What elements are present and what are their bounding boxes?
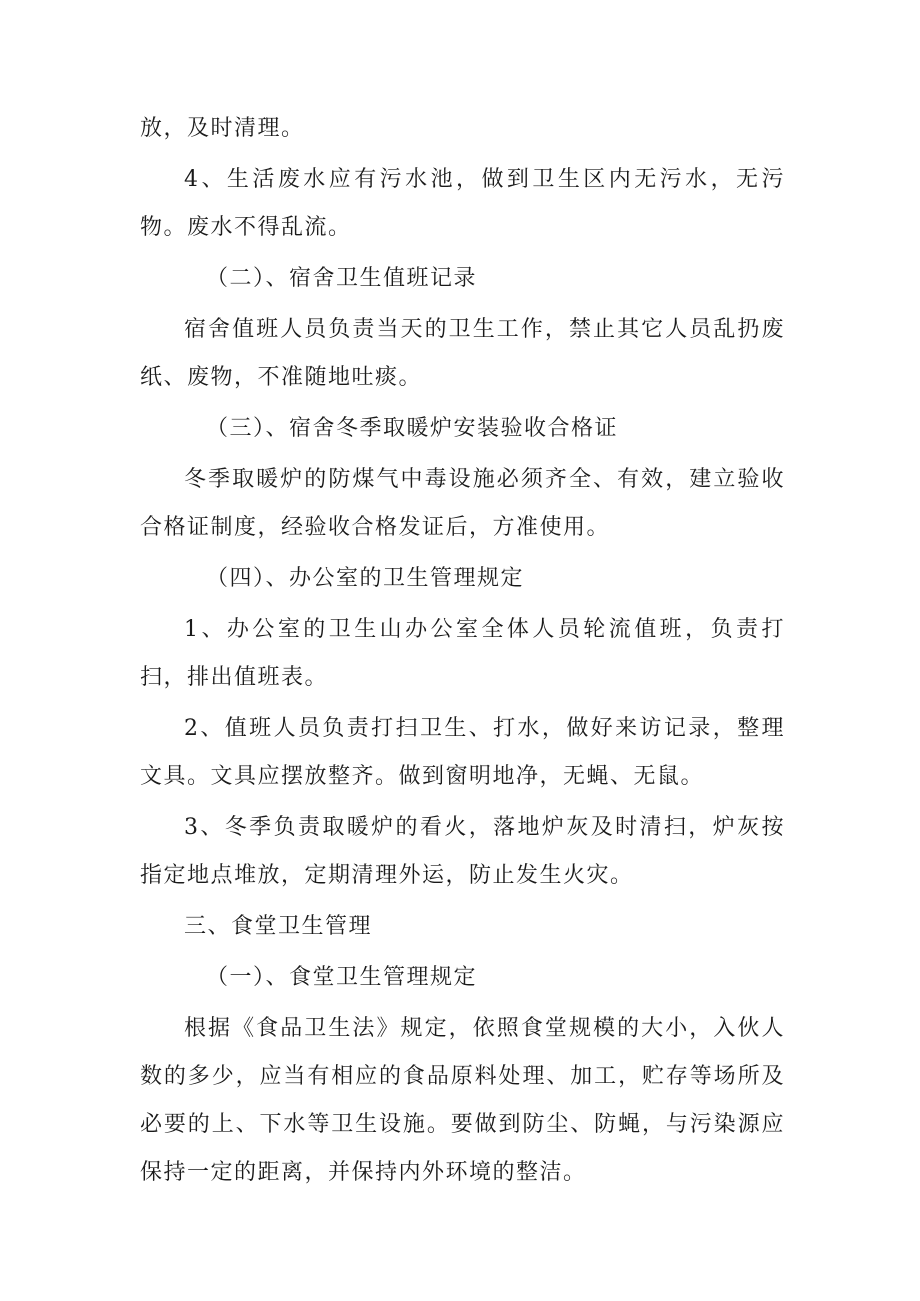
heading-canteen-hygiene: 三、食堂卫生管理 (184, 914, 373, 939)
paragraph-canteen-rules: 根据《食品卫生法》规定，依照食堂规模的大小，入伙人数的多少，应当有相应的食品原料处理、加工，贮存等场所及必要的上、下水等卫生设施。要做到防尘、防蝇，与污染源应保持一定的距离，并保持内外环境的整洁。 (140, 1016, 785, 1185)
paragraph-heater-certificate: 冬季取暖炉的防煤气中毒设施必须齐全、有效，建立验收合格证制度，经验收合格发证后，方准使用。 (140, 467, 785, 540)
document-body (140, 105, 785, 1200)
subheading-office-hygiene: （四）、办公室的卫生管理规定 (206, 566, 525, 591)
subheading-canteen-rules: （一）、食堂卫生管理规定 (206, 965, 478, 990)
paragraph-dorm-duty: 宿舍值班人员负责当天的卫生工作，禁止其它人员乱扔废纸、废物，不准随地吐痰。 (140, 317, 785, 390)
paragraph-office-rule-2: 2、值班人员负责打扫卫生、打水，做好来访记录，整理文具。文具应摆放整齐。做到窗明地净，无蝇、无鼠。 (140, 716, 785, 789)
subheading-heater-certificate: （三）、宿舍冬季取暖炉安装验收合格证 (206, 416, 619, 441)
paragraph-continuation: 放，及时清理。 (140, 116, 305, 141)
paragraph-office-rule-1: 1、办公室的卫生山办公室全体人员轮流值班，负责打扫，排出值班表。 (140, 617, 785, 690)
paragraph-office-rule-3: 3、冬季负责取暖炉的看火，落地炉灰及时清扫，炉灰按指定地点堆放，定期清理外运，防止发生火灾。 (140, 815, 785, 888)
subheading-dorm-duty-record: （二）、宿舍卫生值班记录 (206, 266, 478, 291)
paragraph-wastewater-rule: 4、生活废水应有污水池，做到卫生区内无污水，无污物。废水不得乱流。 (140, 167, 785, 240)
